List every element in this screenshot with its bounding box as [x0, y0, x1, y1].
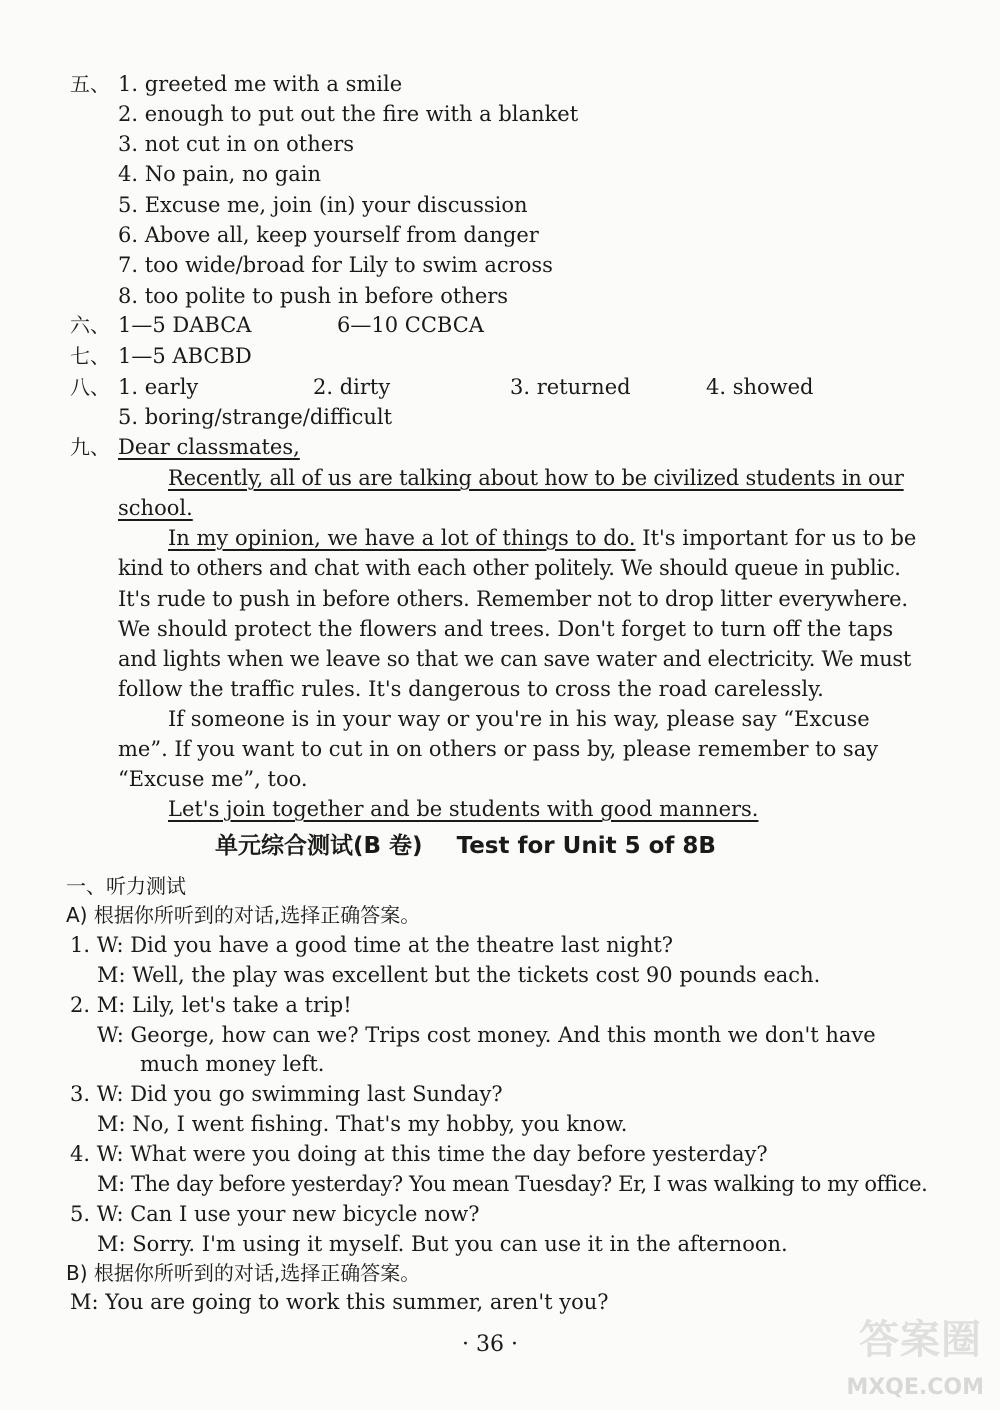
dialogue-3-m: M: No, I went fishing. That's my hobby, you know. [97, 1112, 628, 1136]
listening-heading: 一、听力测试 [66, 874, 186, 898]
section-8-label: 八、 [70, 375, 110, 399]
section-9-label: 九、 [70, 435, 110, 459]
answer-5-4: 4. No pain, no gain [118, 162, 322, 186]
answer-5-5: 5. Excuse me, join (in) your discussion [118, 193, 528, 217]
dialogue-1-m: M: Well, the play was excellent but the tickets cost 90 pounds each. [97, 963, 821, 987]
dialogue-2-m: 2. M: Lily, let's take a trip! [70, 993, 352, 1017]
essay-closing: Let's join together and be students with good manners. [168, 797, 759, 821]
dialogue-4-w: 4. W: What were you doing at this time the day before yesterday? [70, 1142, 768, 1166]
essay-line-10: me”. If you want to cut in on others or pass by, please remember to say [118, 737, 879, 761]
part-b-line-1: M: You are going to work this summer, aren't you? [70, 1290, 609, 1314]
section-6-label: 六、 [70, 313, 110, 337]
essay-line-4: kind to others and chat with each other politely. We should queue in public. [118, 556, 901, 580]
section-7-label: 七、 [70, 344, 110, 368]
part-b-instruction: B) 根据你所听到的对话,选择正确答案。 [66, 1261, 421, 1285]
answer-5-2: 2. enough to put out the fire with a blanket [118, 102, 579, 126]
answer-8-3: 3. returned [510, 375, 631, 399]
watermark-bottom-text: MXQE.COM [846, 1375, 984, 1400]
dialogue-2-w: W: George, how can we? Trips cost money. And this month we don't have [97, 1023, 876, 1047]
part-a-instruction: A) 根据你所听到的对话,选择正确答案。 [66, 903, 421, 927]
dialogue-2-w-cont: much money left. [140, 1052, 325, 1076]
answer-5-6: 6. Above all, keep yourself from danger [118, 223, 539, 247]
answer-8-2: 2. dirty [313, 375, 391, 399]
test-title-cn: 单元综合测试(B 卷) [215, 833, 423, 859]
answer-5-7: 7. too wide/broad for Lily to swim across [118, 253, 553, 277]
answer-8-4: 4. showed [706, 375, 814, 399]
answer-8-1: 1. early [118, 375, 199, 399]
dialogue-5-m: M: Sorry. I'm using it myself. But you can use it in the afternoon. [97, 1232, 788, 1256]
section-5-label: 五、 [70, 72, 110, 96]
essay-line-9: If someone is in your way or you're in his way, please say “Excuse [168, 707, 870, 731]
watermark-top-text: 答案圈 [859, 1317, 982, 1363]
essay-line-3-rest: It's important for us to be [635, 526, 917, 550]
page-number: · 36 · [462, 1332, 518, 1357]
answer-5-8: 8. too polite to push in before others [118, 284, 509, 308]
essay-line-1: Recently, all of us are talking about how to be civilized students in our [168, 466, 904, 490]
answer-7-part1: 1—5 ABCBD [118, 344, 252, 368]
answer-5-1: 1. greeted me with a smile [118, 72, 403, 96]
essay-line-7: and lights when we leave so that we can save water and electricity. We must [118, 647, 912, 671]
dialogue-1-w: 1. W: Did you have a good time at the theatre last night? [70, 933, 674, 957]
essay-line-8: follow the traffic rules. It's dangerous to cross the road carelessly. [118, 677, 824, 701]
dialogue-3-w: 3. W: Did you go swimming last Sunday? [70, 1082, 503, 1106]
dialogue-5-w: 5. W: Can I use your new bicycle now? [70, 1202, 480, 1226]
essay-line-3 [168, 524, 916, 552]
essay-line-11: “Excuse me”, too. [118, 767, 308, 791]
essay-salutation: Dear classmates, [118, 435, 300, 459]
essay-line-5: It's rude to push in before others. Remember not to drop litter everywhere. [118, 587, 908, 611]
essay-line-6: We should protect the flowers and trees. Don't forget to turn off the taps [118, 617, 894, 641]
answer-8-5: 5. boring/strange/difficult [118, 405, 393, 429]
test-title-en: Test for Unit 5 of 8B [456, 833, 716, 859]
watermark-logo [846, 1308, 988, 1400]
test-title [215, 829, 716, 863]
dialogue-4-m: M: The day before yesterday? You mean Tuesday? Er, I was walking to my office. [97, 1172, 928, 1196]
essay-line-2: school. [118, 496, 193, 520]
answer-5-3: 3. not cut in on others [118, 132, 355, 156]
answer-6-part1: 1—5 DABCA [118, 313, 252, 337]
essay-opinion: In my opinion, we have a lot of things to do. [168, 526, 636, 550]
answer-6-part2: 6—10 CCBCA [337, 313, 484, 337]
